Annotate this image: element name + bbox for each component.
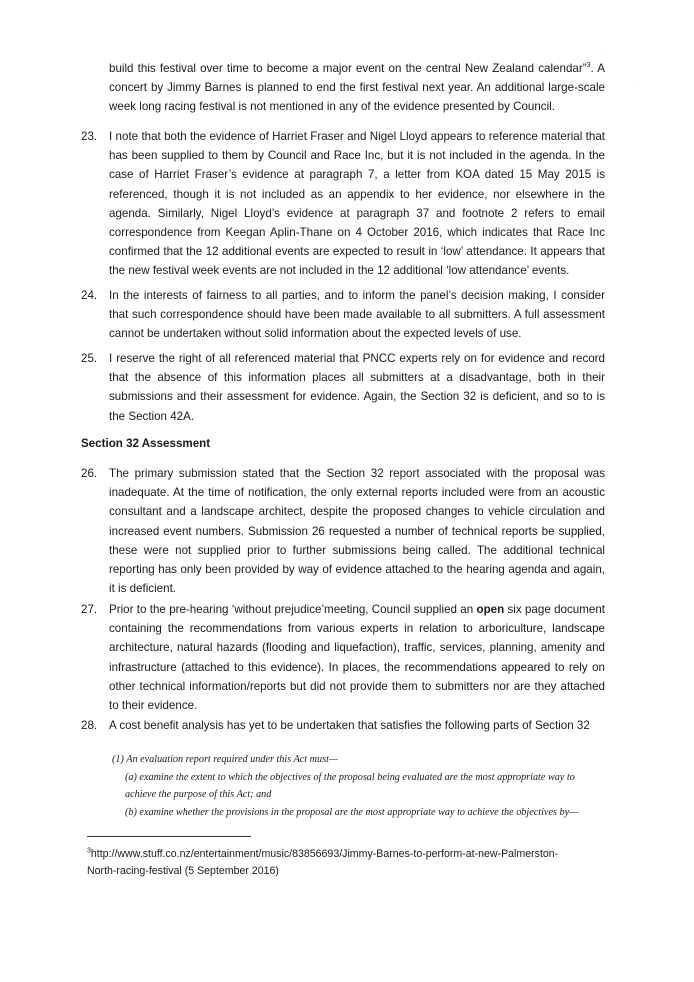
paragraph-27-text-before: Prior to the pre-hearing ‘without prejudice’meeting, Council supplied an xyxy=(109,603,477,616)
intro-paragraph xyxy=(109,59,605,117)
footnote-line-1 xyxy=(87,846,647,863)
intro-text-after: . A concert by Jimmy Barnes is planned to end the first festival next year. An additional large-scale week long racing festival is not mentioned in any of the evidence presented by Council. xyxy=(109,62,606,114)
paragraph-number-24: 24. xyxy=(81,289,98,302)
paragraph-25: I reserve the right of all referenced material that PNCC experts rely on for evidence and record that the absence of this information places all submitters at a disadvantage, both in their submissions and their assessment for evidence. Again, the Section 32 is deficient, and so to is the Section 42A. xyxy=(109,352,605,423)
footnote-ref-3: 3 xyxy=(586,62,591,70)
paragraph-27-bold-word: open xyxy=(476,603,505,616)
paragraph-28: A cost benefit analysis has yet to be undertaken that satisfies the following parts of Section 32 xyxy=(109,719,590,732)
footnote xyxy=(87,846,647,880)
paragraph-23: I note that both the evidence of Harriet Fraser and Nigel Lloyd appears to reference material that has been supplied to them by Council and Race Inc, but it is not included in the agenda. In the case of Harriet Fraser’s evidence at paragraph 7, a letter from KOA dated 15 May 2015 is referenced, though it is not included as an appendix to her evidence, nor elsewhere in the agenda. Similarly, Nigel Lloyd’s evidence at paragraph 37 and footnote 2 refers to email correspondence from Keegan Aplin-Thane on 4 October 2016, which indicates that Race Inc confirmed that the 12 additional events are expected to result in ‘low’ attendance. It appears that the new festival week events are not included in the 12 additional ‘low attendance’ events. xyxy=(109,130,605,278)
legal-quote-line-2: (a) examine the extent to which the objectives of the proposal being evaluated are the most appropriate way to xyxy=(125,771,575,783)
paragraph-27 xyxy=(109,600,605,715)
legal-quote-line-4: (b) examine whether the provisions in the proposal are the most appropriate way to achieve the objectives by— xyxy=(125,806,579,818)
paragraph-24: In the interests of fairness to all parties, and to inform the panel’s decision making, I consider that such correspondence should have been made available to all submitters. A full assessment cannot be undertaken without solid information about the expected levels of use. xyxy=(109,289,605,341)
scan-speck-2: · xyxy=(636,85,638,91)
footnote-divider xyxy=(87,836,251,837)
legal-quote-line-3: achieve the purpose of this Act; and xyxy=(125,789,272,800)
footnote-marker: 3 xyxy=(87,847,91,855)
paragraph-number-25: 25. xyxy=(81,352,98,365)
footnote-url-part-1: http://www.stuff.co.nz/entertainment/music/83856693/Jimmy-Barnes-to-perform-at-new-Palmerston- xyxy=(90,848,559,860)
paragraph-number-23: 23. xyxy=(81,130,98,143)
section-heading: Section 32 Assessment xyxy=(81,437,211,450)
paragraph-27-text-after: six page document containing the recommendations from various experts in relation to arboriculture, landscape architecture, natural hazards (flooding and liquefaction), traffic, services, planning, amenity and infrastructure (attached to this evidence). In places, the recommendations appeared to rely on other technical information/reports but did not provide them to submitters nor are they attached to their evidence. xyxy=(109,603,605,713)
intro-text-before: build this festival over time to become a major event on the central New Zealand calendar” xyxy=(109,62,587,75)
paragraph-number-28: 28. xyxy=(81,719,98,732)
legal-quote-line-1: (1) An evaluation report required under this Act must— xyxy=(112,754,338,765)
paragraph-26: The primary submission stated that the Section 32 report associated with the proposal was inadequate. At the time of notification, the only external reports included were from an acoustic consultant and a landscape architect, despite the proposed changes to vehicle circulation and increased event numbers. Submission 26 requested a number of technical reports be supplied, these were not supplied prior to further submissions being called. The additional technical reporting has only been provided by way of evidence attached to the hearing agenda and again, it is deficient. xyxy=(109,467,605,596)
legal-quote xyxy=(112,751,612,821)
footnote-line-2: North-racing-festival (5 September 2016) xyxy=(87,865,279,877)
paragraph-number-26: 26. xyxy=(81,467,98,480)
paragraph-number-27: 27. xyxy=(81,603,98,616)
scan-speck-1: · xyxy=(606,50,608,56)
